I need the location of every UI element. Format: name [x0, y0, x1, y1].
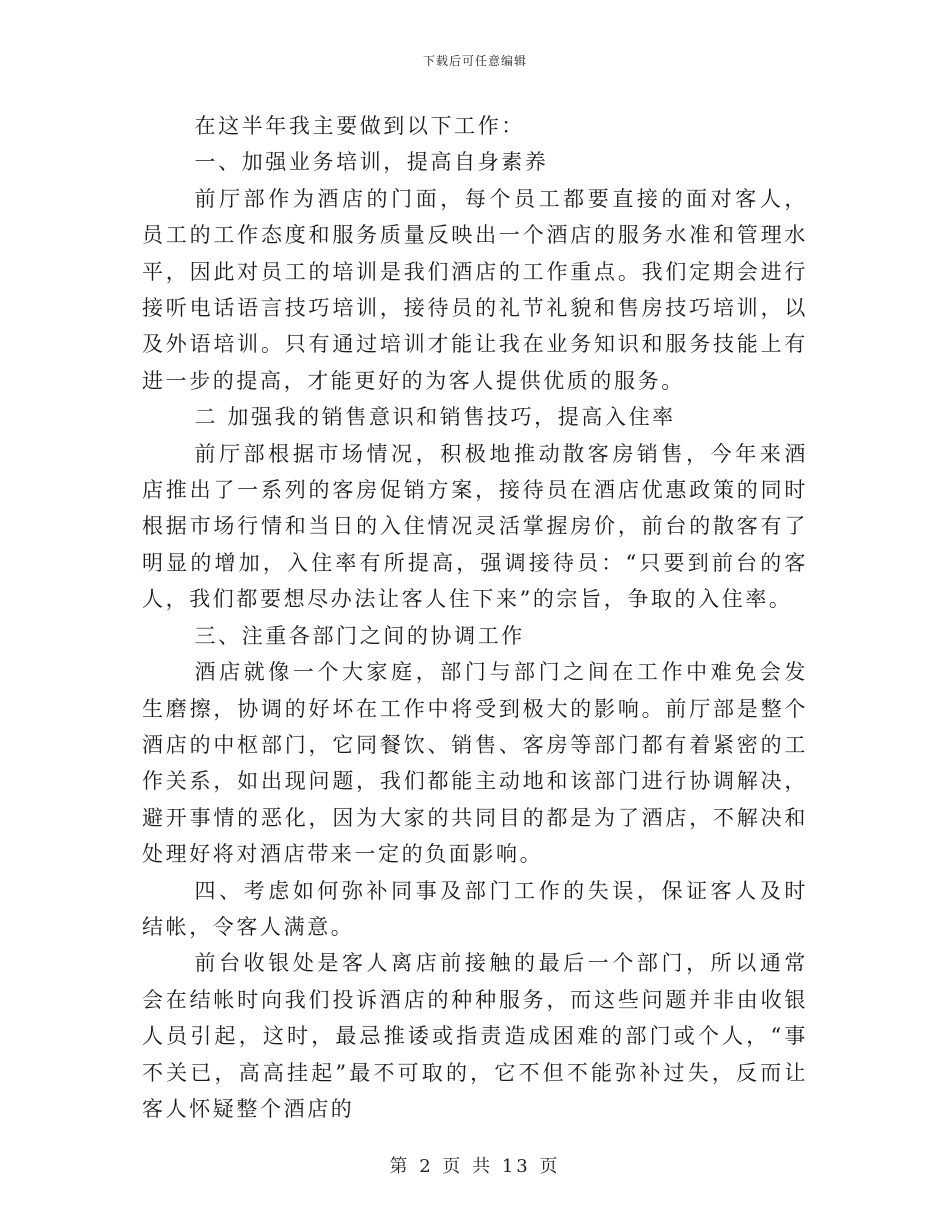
paragraph-cashier: 前台收银处是客人离店前接触的最后一个部门，所以通常会在结帐时向我们投诉酒店的种种服务，而这些问题并非由收银人员引起，这时，最忌推诿或指责造成困难的部门或个人，“事不关已，高高挂起”最不可取的，它不但不能弥补过失，反而让客人怀疑整个酒店的 — [142, 951, 808, 1121]
page-header: 下载后可任意编辑 — [422, 54, 527, 68]
document-body — [142, 108, 808, 1127]
section-heading-3: 三、注重各部门之间的协调工作 — [194, 623, 525, 648]
paragraph-training: 前厅部作为酒店的门面，每个员工都要直接的面对客人，员工的工作态度和服务质量反映出一个酒店的服务水准和管理水平，因此对员工的培训是我们酒店的工作重点。我们定期会进行接听电话语言技巧培训，接待员的礼节礼貌和售房技巧培训，以及外语培训。只有通过培训才能让我在业务知识和服务技能上有进一步的提高，才能更好的为客人提供优质的服务。 — [142, 186, 808, 393]
section-heading-1: 一、加强业务培训，提高自身素养 — [194, 150, 549, 175]
section-heading-2: 二 加强我的销售意识和销售技巧，提高入住率 — [194, 405, 676, 430]
paragraph-coordination: 酒店就像一个大家庭，部门与部门之间在工作中难免会发生磨擦，协调的好坏在工作中将受到极大的影响。前厅部是整个酒店的中枢部门，它同餐饮、销售、客房等部门都有着紧密的工作关系，如出现问题，我们都能主动地和该部门进行协调解决，避开事情的恶化，因为大家的共同目的都是为了酒店，不解决和处理好将对酒店带来一定的负面影响。 — [142, 660, 808, 867]
page-number-footer: 第 2 页 共 13 页 — [389, 1156, 561, 1177]
paragraph-sales: 前厅部根据市场情况，积极地推动散客房销售，今年来酒店推出了一系列的客房促销方案，接待员在酒店优惠政策的同时根据市场行情和当日的入住情况灵活掌握房价，前台的散客有了明显的增加，入住率有所提高，强调接待员：“只要到前台的客人，我们都要想尽办法让客人住下来”的宗旨，争取的入住率。 — [142, 441, 808, 612]
paragraph-intro: 在这半年我主要做到以下工作： — [194, 114, 525, 138]
section-heading-4: 四、考虑如何弥补同事及部门工作的失误，保证客人及时结帐，令客人满意。 — [142, 878, 808, 939]
